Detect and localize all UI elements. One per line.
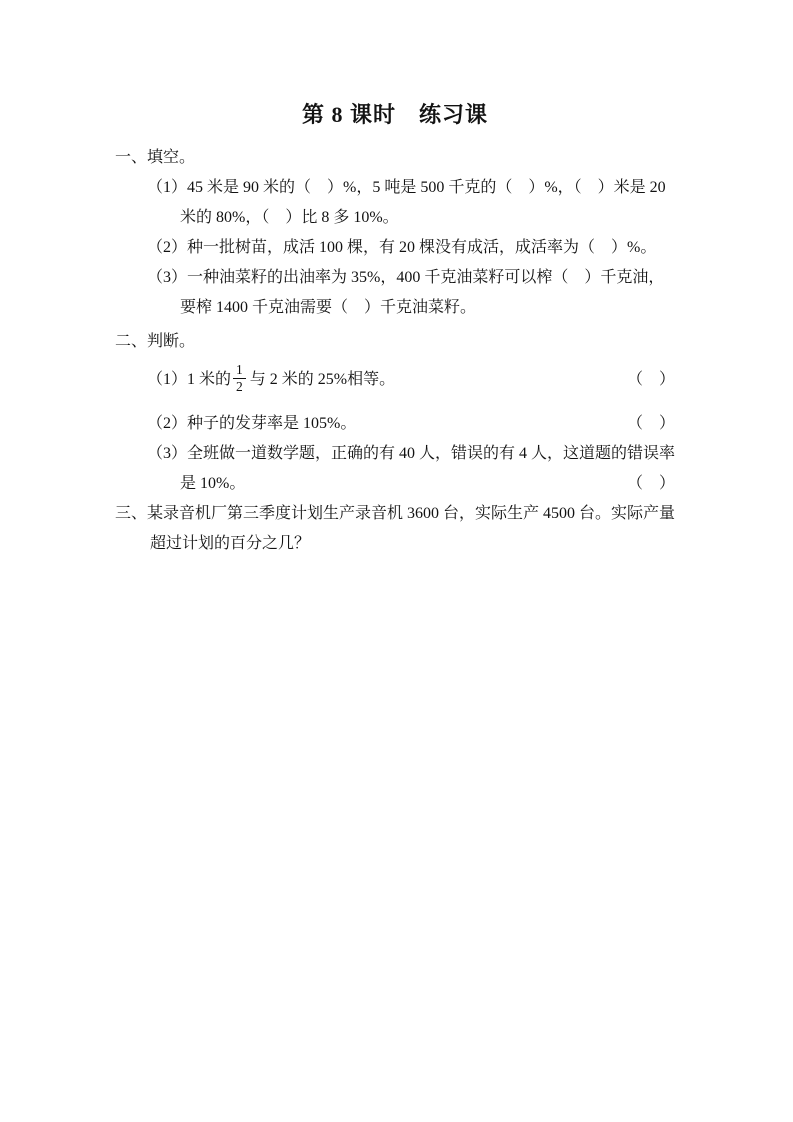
section-judge-heading: 二、判断。 — [115, 333, 196, 350]
text-line — [115, 357, 675, 403]
text-line: 米的 80%，（ ）比 8 多 10%。 — [180, 209, 399, 226]
fraction-denominator: 2 — [236, 378, 243, 394]
text-line: （2）种一批树苗，成活 100 棵，有 20 棵没有成活，成活率为（ ）%。 — [147, 239, 657, 256]
judge-1-prefix: （1）1 米的 — [147, 371, 232, 388]
fraction-one-half — [233, 363, 246, 394]
section-word-problem — [115, 499, 675, 559]
judge-1-suffix: 与 2 米的 25%相等。 — [249, 371, 396, 388]
answer-parens: （ ） — [626, 415, 675, 432]
fill-item-2 — [115, 233, 675, 263]
text-line: （1）45 米是 90 米的（ ）%，5 吨是 500 千克的（ ）%，（ ）米是 20 — [147, 179, 666, 196]
text-line: 要榨 1400 千克油需要（ ）千克油菜籽。 — [180, 299, 477, 316]
answer-parens: （ ） — [626, 475, 675, 492]
judge-item-2 — [115, 409, 675, 439]
section-fill — [115, 143, 675, 323]
judge-item-1 — [115, 357, 675, 403]
fill-item-3 — [115, 263, 675, 323]
judge-item-3 — [115, 439, 675, 499]
text-line: 超过计划的百分之几？ — [150, 535, 311, 552]
fill-item-1 — [115, 173, 675, 233]
text-line: 三、某录音机厂第三季度计划生产录音机 3600 台，实际生产 4500 台。实际产量 — [115, 505, 676, 522]
worksheet-content — [115, 100, 675, 559]
fraction-numerator: 1 — [233, 363, 246, 379]
answer-parens: （ ） — [626, 371, 675, 388]
text-line: （3）一种油菜籽的出油率为 35%，400 千克油菜籽可以榨（ ）千克油， — [147, 269, 665, 286]
text-line: 是 10%。 — [180, 475, 246, 492]
section-judge — [115, 327, 675, 499]
section-fill-heading: 一、填空。 — [115, 149, 196, 166]
page-title: 第 8 课时 练习课 — [301, 102, 488, 127]
text-line: （2）种子的发芽率是 105%。 — [147, 415, 357, 432]
text-line: （3）全班做一道数学题，正确的有 40 人，错误的有 4 人，这道题的错误率 — [147, 445, 676, 462]
